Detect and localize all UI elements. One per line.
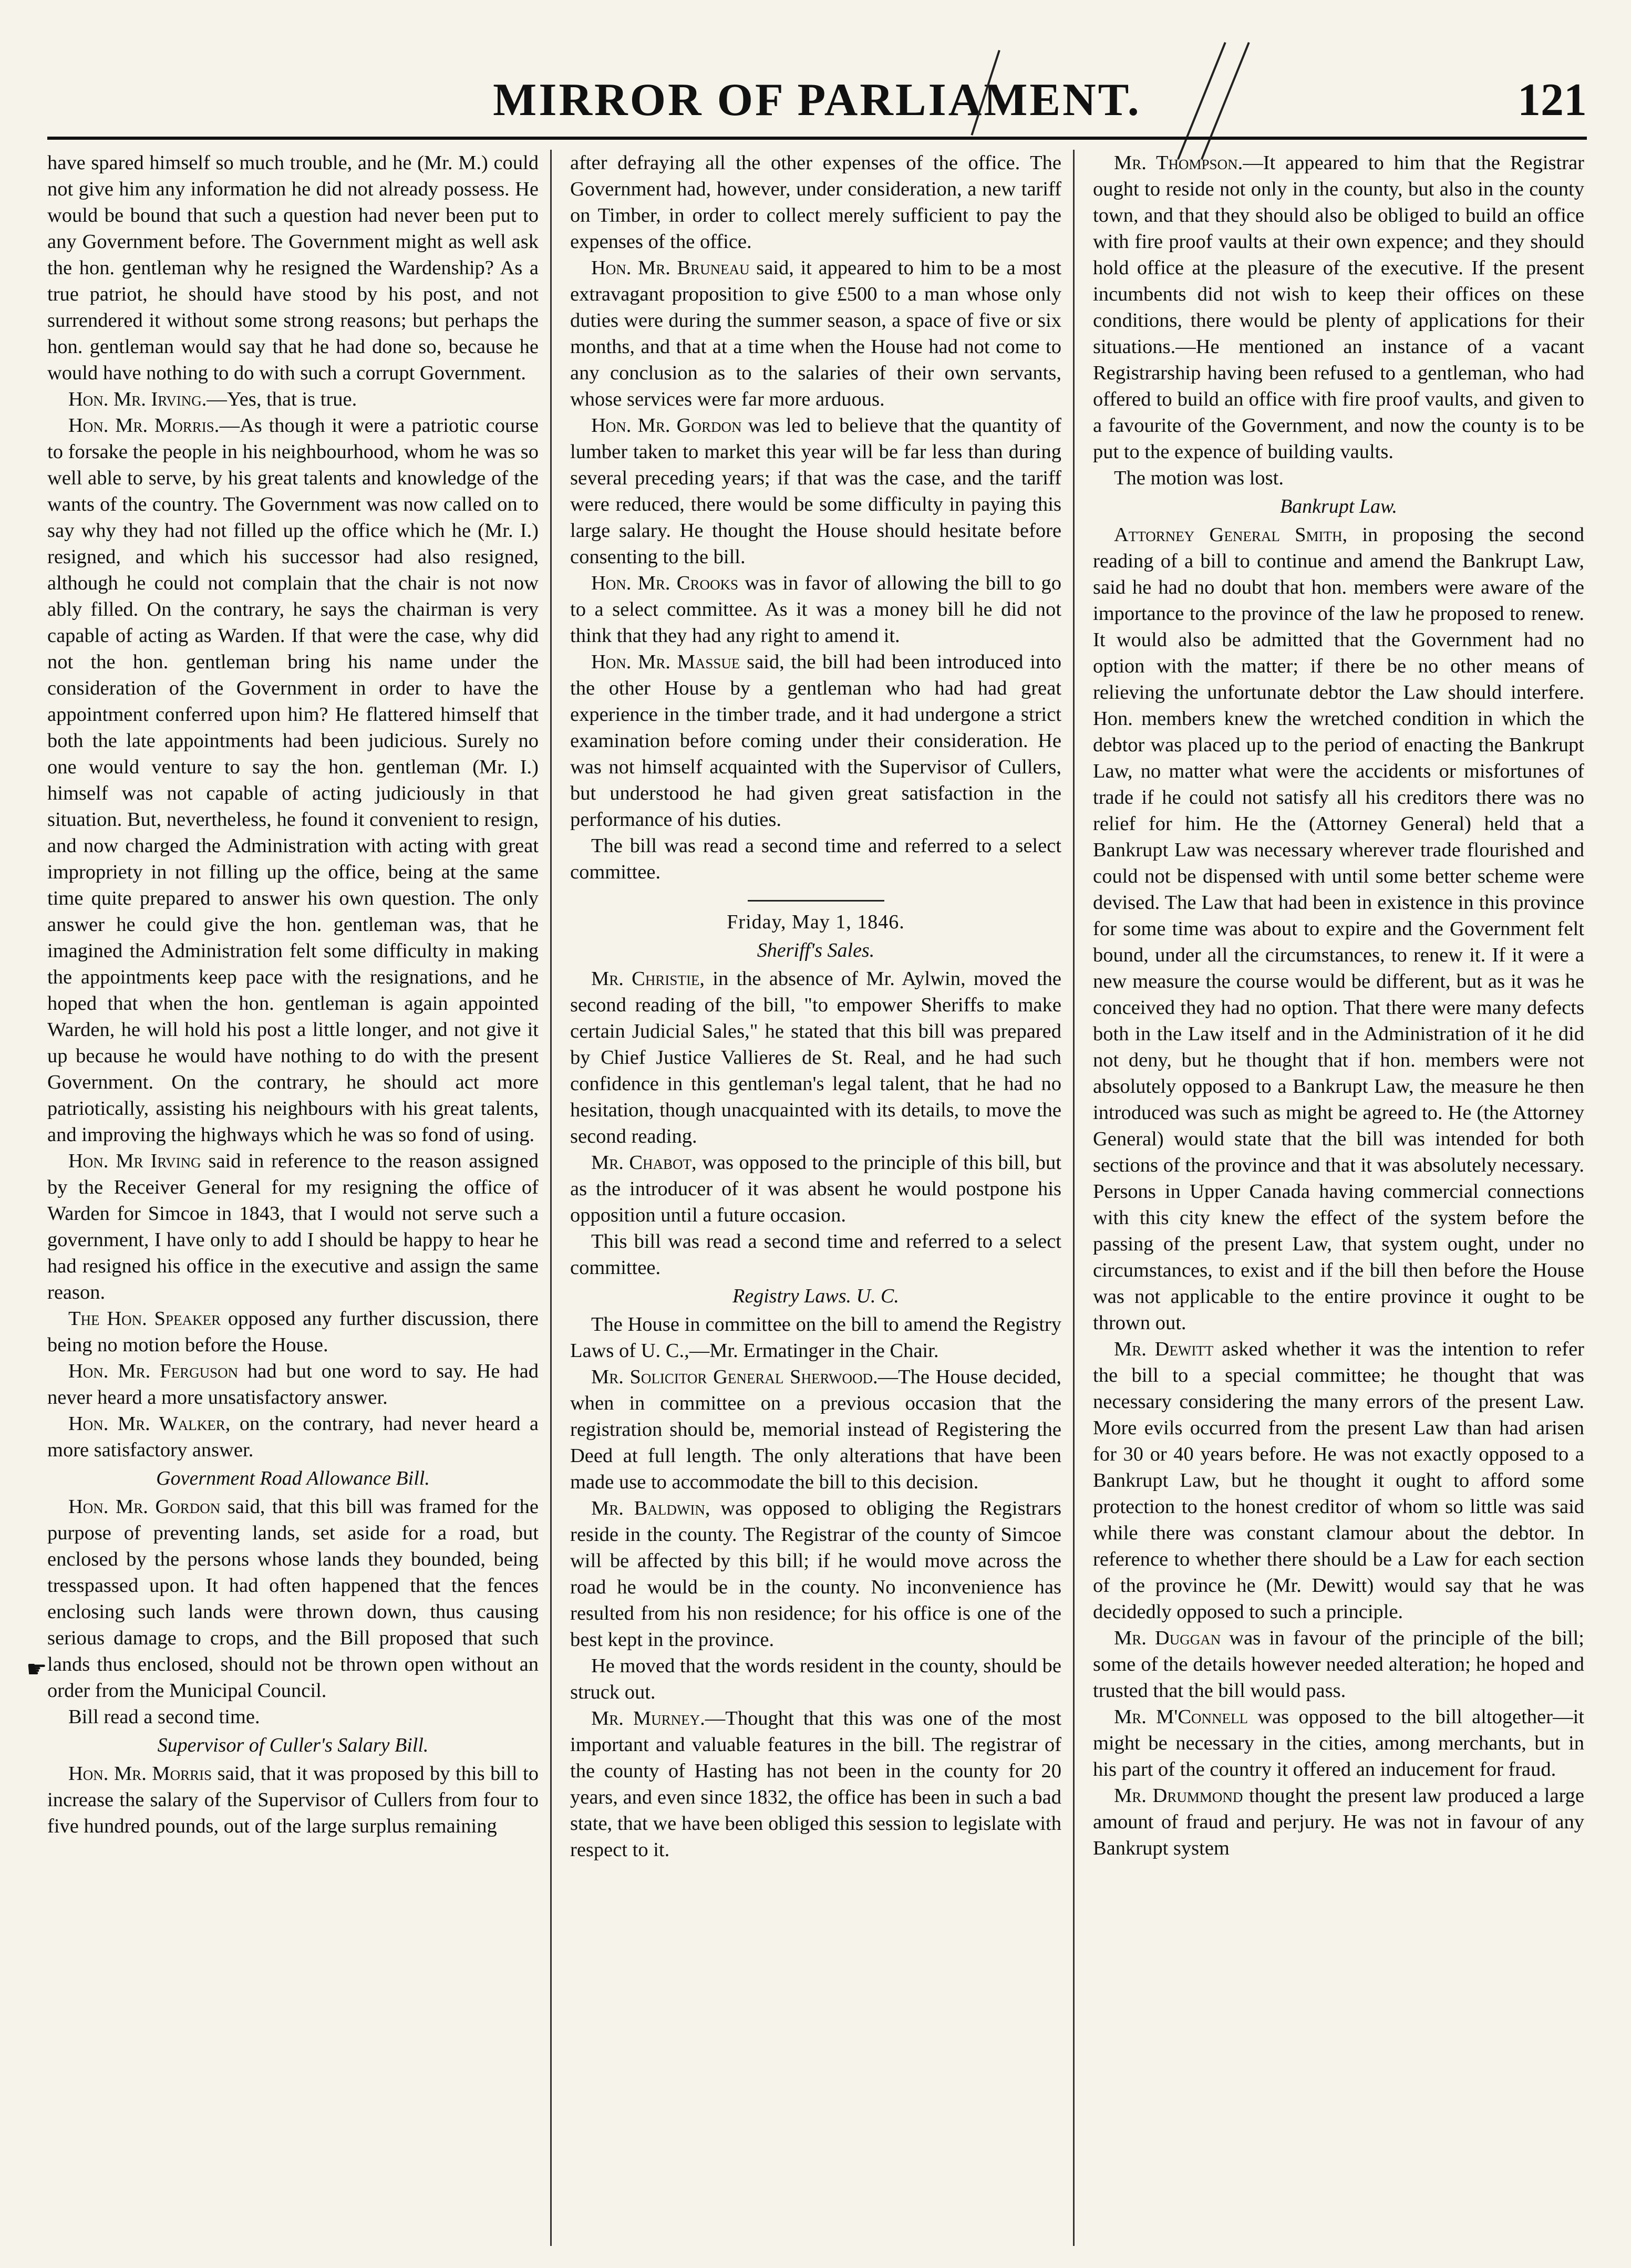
- paragraph-text: The bill was read a second time and referred to a select committee.: [570, 835, 1061, 883]
- paragraph-text: —As though it were a patriotic course to forsake the people in his neighbourhood, whom he was so well able to serve, by his great talents and knowledge of the wants of the country. The Government was now called on to say why they had not filled up the office which he (Mr. I.) resigned, and which his successor had also resigned, although he could not complain that the chair is not now ably filled. On the contrary, he says the chairman is very capable of acting as Warden. If that were the case, why did not the hon. gentleman bring his name under the consideration of the Government in order to have the appointment conferred upon him? He flattered himself that both the late appointments had been judicious. Surely no one would venture to say the hon. gentleman (Mr. I.) himself was not capable of acting judiciously in that situation. But, nevertheless, he found it convenient to resign, and now charged the Administration with acting with great impropriety in not filling up the office, being at the same time quite prepared to answer his own question. The only answer he could give the hon. gentleman was, that he imagined the Administration felt some difficulty in making the appointments keep pace with the resignations, and he hoped that when the hon. gentleman is again appointed Warden, he will hold his post a little longer, and not give it up because he would have nothing to do with the present Government. On the contrary, he should act more patriotically, assisting his neighbours with his great talents, and improving the highways which he was so fond of using.: [47, 415, 539, 1146]
- speaker-name: Attorney General Smith,: [1114, 524, 1348, 546]
- speaker-name: Hon. Mr. Crooks: [591, 572, 739, 594]
- section-heading: Registry Laws. U. C.: [732, 1285, 899, 1307]
- paragraph-text: said, the bill had been introduced into the other House by a gentleman who had had great experience in the timber trade, and it had undergone a strict examination before coming under their consideration. He was not himself acquainted with the Supervisor of Cullers, but understood he had given great satisfaction in the performance of his duties.: [570, 651, 1061, 831]
- speaker-name: Hon. Mr Irving: [68, 1150, 201, 1172]
- speaker-name: Mr. Dewitt: [1114, 1338, 1214, 1360]
- column-right: [1093, 150, 1584, 2246]
- paragraph: [47, 1411, 539, 1463]
- speaker-name: Hon. Mr. Gordon: [68, 1496, 221, 1518]
- speaker-name: Hon. Mr. Gordon: [591, 415, 742, 437]
- paragraph-text: The House in committee on the bill to amend the Registry Laws of U. C.,—Mr. Ermatinger in the Chair.: [570, 1313, 1061, 1362]
- paragraph-text: was in favor of allowing the bill to go to a select committee. As it was a money bill he did not think that they had any right to amend it.: [570, 572, 1061, 647]
- speaker-name: Mr. Chabot,: [591, 1152, 697, 1174]
- paragraph: [570, 412, 1061, 570]
- paragraph-text: said, it appeared to him to be a most extravagant proposition to give £500 to a man whose only duties were during the summer season, a space of five or six months, and that at a time when the House had not come to any conclusion as to the salaries of their own servants, whose services were far more arduous.: [570, 257, 1061, 410]
- paragraph: [47, 1306, 539, 1358]
- paragraph-text: was opposed to the principle of this bill, but as the introducer of it was absent he would postpone his opposition until a future occasion.: [570, 1152, 1061, 1226]
- paragraph-text: on the contrary, had never heard a more satisfactory answer.: [47, 1413, 539, 1461]
- speaker-name: Hon. Mr. Morris.: [68, 415, 220, 437]
- paragraph: [1093, 1625, 1584, 1704]
- paragraph-text: said in reference to the reason assigned by the Receiver General for my resigning the office of Warden for Simcoe in 1843, that I would not serve such a government, I have only to add I should be happy to hear he had resigned his office in the executive and assign the same reason.: [47, 1150, 539, 1303]
- paragraph: [1093, 150, 1584, 465]
- paragraph-text: thought the present law produced a large amount of fraud and perjury. He was not in favour of any Bankrupt system: [1093, 1785, 1584, 1859]
- speaker-name: Hon. Mr. Ferguson: [68, 1360, 239, 1382]
- paragraph-text: was opposed to obliging the Registrars reside in the county. The Registrar of the county of Simcoe will be affected by this bill; if he would move across the road he would be in the county. No inconvenience has resulted from his non residence; for his office is one of the best kept in the province.: [570, 1497, 1061, 1651]
- paragraph-text: Bill read a second time.: [68, 1706, 260, 1728]
- speaker-name: Mr. Murney.: [591, 1707, 705, 1730]
- speaker-name: Hon. Mr. Massue: [591, 651, 740, 673]
- paragraph-text: in the absence of Mr. Aylwin, moved the second reading of the bill, "to empower Sheriffs to make certain Judicial Sales," he stated that this bill was prepared by Chief Justice Vallieres de St. Real, and he had such confidence in this gentleman's legal talent, that he had no hesitation, though unacquainted with its details, to move the second reading.: [570, 968, 1061, 1147]
- speaker-name: Hon. Mr. Irving.: [68, 388, 207, 410]
- speaker-name: Mr. Baldwin,: [591, 1497, 710, 1519]
- paragraph: [47, 1760, 539, 1839]
- speaker-name: The Hon. Speaker: [68, 1308, 221, 1330]
- paragraph-text: asked whether it was the intention to refer the bill to a special committee; he thought that was necessary considering the many errors of the present Law. More evils occurred from the present Law than had arisen for 30 or 40 years before. He was not exactly opposed to a Bankrupt Law, but he thought it ought to afford some protection to the honest creditor of whom so little was said while there was constant clamour about the debtor. In reference to whether there should be a Law for each section of the province he (Mr. Dewitt) would say that he was decidedly opposed to such a principle.: [1093, 1338, 1584, 1623]
- paragraph: [570, 649, 1061, 833]
- paragraph: [1093, 522, 1584, 1336]
- column-rule: [1073, 150, 1075, 2246]
- paragraph: [570, 255, 1061, 412]
- paragraph: [570, 1653, 1061, 1705]
- section-heading: Supervisor of Culler's Salary Bill.: [157, 1734, 429, 1756]
- page-number: 121: [1518, 75, 1587, 126]
- speaker-name: Hon. Mr. Bruneau: [591, 257, 750, 279]
- pointing-hand-icon: ☛: [26, 1656, 47, 1683]
- paragraph: [570, 966, 1061, 1149]
- paragraph-text: said, that this bill was framed for the purpose of preventing lands, set aside for a road, but enclosed by the persons whose lands they bounded, being tresspassed upon. It had often happened that the fences enclosing such lands were thrown down, thus causing serious damage to crops, and the Bill proposed that such lands thus enclosed, should not be thrown open without an order from the Municipal Council.: [47, 1496, 539, 1702]
- column-left: [47, 150, 539, 2246]
- paragraph-text: had but one word to say. He had never heard a more unsatisfactory answer.: [47, 1360, 539, 1409]
- paragraph-text: have spared himself so much trouble, and he (Mr. M.) could not give him any information he did not already possess. He would be bound that such a question had never been put to any Government before. The Government might as well ask the hon. gentleman why he resigned the Wardenship? As a true patriot, he should have stood by his post, and not surrendered it without some strong reasons; but perhaps the hon. gentleman would say that he had done so, because he would have nothing to do with such a corrupt Government.: [47, 152, 539, 384]
- date-heading: Friday, May 1, 1846.: [727, 911, 905, 933]
- speaker-name: Mr. Solicitor General Sherwood.: [591, 1366, 878, 1388]
- paragraph-text: —It appeared to him that the Registrar ought to reside not only in the county, but also in the county town, and that they should also be obliged to build an office with fire proof vaults at their own expence; and they should hold office at the pleasure of the executive. If the present incumbents did not wish to keep their offices on these conditions, there would be plenty of applications for their situations.—He mentioned an instance of a vacant Registrarship having been refused to a gentleman, who had offered to build an office with fire proof vaults, and given to a favourite of the Government, and now the county is to be put to the expence of building vaults.: [1093, 152, 1584, 463]
- paragraph-text: He moved that the words resident in the county, should be struck out.: [570, 1655, 1061, 1703]
- paragraph: [570, 1495, 1061, 1653]
- paragraph-text: opposed any further discussion, there being no motion before the House.: [47, 1308, 539, 1356]
- paragraph: [1093, 465, 1584, 491]
- paragraph-text: —The House decided, when in committee on a previous occasion that the registration should be, memorial instead of Registering the Deed at full length. The only alterations that have been made use to accommodate the bill to this decision.: [570, 1366, 1061, 1493]
- paragraph: [570, 1364, 1061, 1495]
- paragraph: [570, 1705, 1061, 1863]
- column-rule: [550, 150, 552, 2246]
- paragraph-text: was in favour of the principle of the bill; some of the details however needed alteration; he hoped and trusted that the bill would pass.: [1093, 1627, 1584, 1702]
- speaker-name: Mr. Duggan: [1114, 1627, 1221, 1649]
- paragraph: [570, 570, 1061, 649]
- header-rule: [47, 137, 1587, 140]
- section-separator: [748, 900, 884, 902]
- paragraph: [570, 150, 1061, 255]
- paragraph-text: said, that it was proposed by this bill to increase the salary of the Supervisor of Cullers from four to five hundred pounds, out of the large surplus remaining: [47, 1763, 539, 1837]
- column-middle: [570, 150, 1061, 2246]
- paragraph: [47, 1704, 539, 1730]
- paragraph-text: —Yes, that is true.: [207, 388, 357, 410]
- paragraph-text: in proposing the second reading of a bill to continue and amend the Bankrupt Law, said he had no doubt that hon. members were aware of the importance to the province of the law he proposed to renew. It would also be admitted that the Government had no option with the matter; if there be no other means of relieving the unfortunate debtor the Law should interfere. Hon. members knew the wretched condition in which the debtor was placed up to the period of enacting the Bankrupt Law, no matter what were the accidents or misfortunes of trade if he could not satisfy all his creditors there was no relief for him. He the (Attorney General) held that a Bankrupt Law was necessary wherever trade flourished and could not be dispensed with until some better scheme were devised. The Law that had been in existence in this province for some time was about to expire and the Government felt bound, under all the circumstances, to renew it. If it were a new measure the course would be different, but as it was he conceived they had no option. That there were many defects both in the Law itself and in the Administration of it he did not deny, but he thought that if hon. members were not absolutely opposed to a Bankrupt Law, the measure he then introduced was such as might be agreed to. He (the Attorney General) would state that the bill was intended for both sections of the province and that it was absolutely necessary. Persons in Upper Canada having commercial connections with this city knew the effect of the system before the passing of the present Law, that system ought, under no circumstances, to exist and if the bill then before the House was not applicable to the entire province it ought to be thrown out.: [1093, 524, 1584, 1334]
- section-heading: Bankrupt Law.: [1279, 495, 1398, 517]
- paragraph-text: after defraying all the other expenses of the office. The Government had, however, under consideration, a new tariff on Timber, in order to collect merely sufficient to pay the expenses of the office.: [570, 152, 1061, 253]
- paragraph: [1093, 1704, 1584, 1783]
- speaker-name: Hon. Mr. Walker,: [68, 1413, 231, 1435]
- paragraph-text: This bill was read a second time and referred to a select committee.: [570, 1230, 1061, 1279]
- speaker-name: Mr. Drummond: [1114, 1785, 1243, 1807]
- page-title: MIRROR OF PARLIAMENT.: [493, 75, 1141, 126]
- paragraph: [47, 150, 539, 386]
- paragraph-text: was opposed to the bill altogether—it might be necessary in the cities, among merchants, but in his part of the country it offered an inducement for fraud.: [1093, 1706, 1584, 1780]
- paragraph: [1093, 1783, 1584, 1861]
- paragraph: [570, 1149, 1061, 1228]
- speaker-name: Mr. Christie,: [591, 968, 705, 990]
- speaker-name: Hon. Mr. Morris: [68, 1763, 212, 1785]
- paragraph: [570, 1311, 1061, 1364]
- paragraph-text: was led to believe that the quantity of lumber taken to market this year will be far less than during several preceding years; if that was the case, and the tariff were reduced, there would be some difficulty in paying this large salary. He thought the House should hesitate before consenting to the bill.: [570, 415, 1061, 568]
- speaker-name: Mr. M'Connell: [1114, 1706, 1248, 1728]
- section-heading: Sheriff's Sales.: [757, 939, 875, 961]
- speaker-name: Mr. Thompson.: [1114, 152, 1243, 174]
- paragraph-text: —Thought that this was one of the most important and valuable features in the bill. The registrar of the county of Hasting has not been in the county for 20 years, and even since 1832, the office has been in such a bad state, that we have been obliged this session to legislate with respect to it.: [570, 1707, 1061, 1861]
- paragraph: [47, 1358, 539, 1411]
- paragraph: [1093, 1336, 1584, 1625]
- paragraph: [570, 833, 1061, 885]
- paragraph-text: The motion was lost.: [1114, 467, 1284, 489]
- paragraph: [47, 386, 539, 412]
- page-header: [47, 68, 1587, 137]
- paragraph: [570, 1228, 1061, 1281]
- section-heading: Government Road Allowance Bill.: [156, 1467, 430, 1489]
- paragraph: [47, 1494, 539, 1704]
- paragraph: [47, 412, 539, 1148]
- paragraph: [47, 1148, 539, 1306]
